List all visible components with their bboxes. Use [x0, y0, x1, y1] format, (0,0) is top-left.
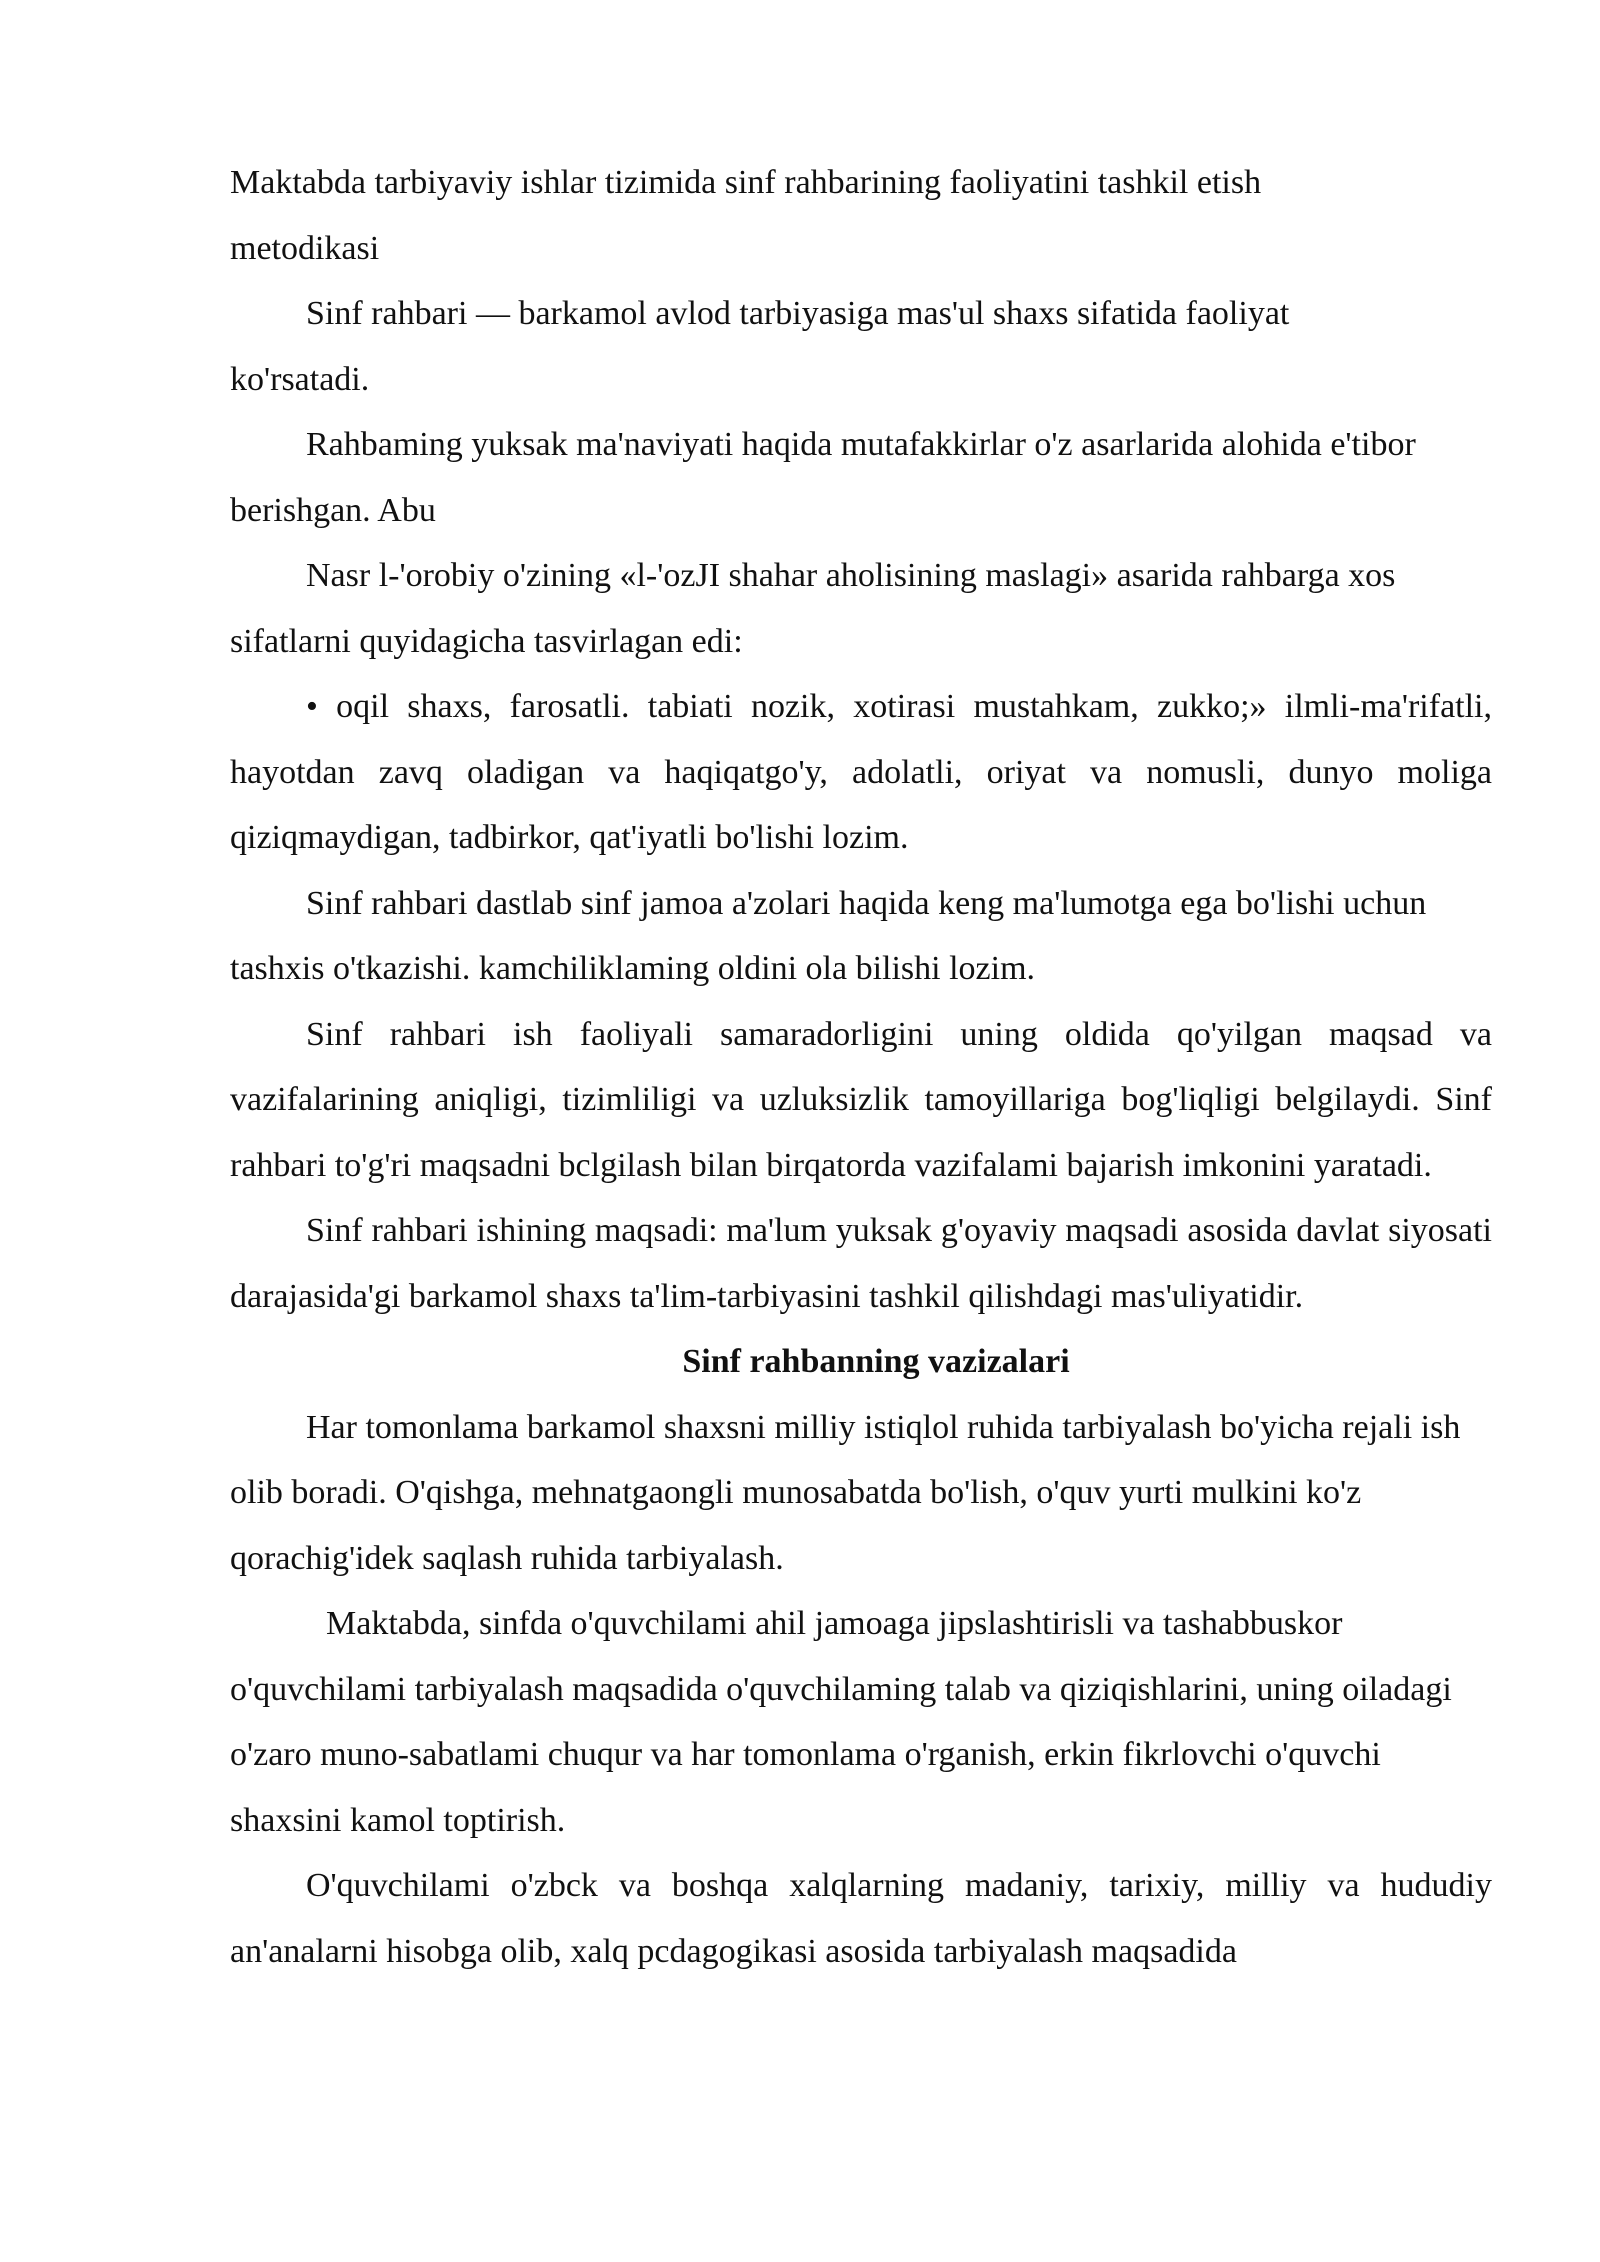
paragraph: Sinf rahbari ishining maqsadi: ma'lum yuksak g'oyaviy maqsadi asosida davlat siyosati darajasida'gi barkamol shaxs ta'lim-tarbiyasini tashkil qilishdagi mas'uliyatidir.	[230, 1212, 1492, 1315]
paragraph: Sinf rahbari — barkamol avlod tarbiyasiga mas'ul shaxs sifatida faoliyat ko'rsatadi.	[230, 295, 1290, 398]
bullet-text: oqil shaxs, farosatli. tabiati nozik, xotirasi mustahkam, zukko;» ilmli-ma'rifatli, hayotdan zavq oladigan va haqiqatgo'y, adolatli, oriyat va nomusli, dunyo moliga qiziqmaydigan, tadbirkor, qat'iyatli bo'lishi lozim.	[230, 688, 1492, 856]
paragraph: Rahbaming yuksak ma'naviyati haqida mutafakkirlar o'z asarlarida alohida e'tibor berishgan. Abu	[230, 426, 1416, 529]
paragraph: O'quvchilami o'zbck va boshqa xalqlarning madaniy, tarixiy, milliy va hududiy an'analarni hisobga olib, xalq pcdagogikasi asosida tarbiyalash maqsadida	[230, 1867, 1492, 1970]
paragraph: Sinf rahbari dastlab sinf jamoa a'zolari haqida keng ma'lumotga ega bo'lishi uchun tashxis o'tkazishi. kamchiliklaming oldini ola bilishi lozim.	[230, 884, 1427, 987]
section-heading: Sinf rahbanning vazizalari	[682, 1343, 1070, 1380]
paragraph: Maktabda, sinfda o'quvchilami ahil jamoaga jipslashtirisli va tashabbuskor o'quvchilami tarbiyalash maqsadida o'quvchilaming talab va qiziqishlarini, uning oiladagi o'zaro muno-sabatlami chuqur va har tomonlama o'rganish, erkin fikrlovchi o'quvchi shaxsini kamol toptirish.	[230, 1605, 1452, 1839]
document-body	[230, 150, 1492, 1984]
paragraph: Nasr l-'orobiy o'zining «l-'ozJI shahar aholisining maslagi» asarida rahbarga xos sifatlarni quyidagicha tasvirlagan edi:	[230, 557, 1396, 660]
document-title: Maktabda tarbiyaviy ishlar tizimida sinf rahbarining faoliyatini tashkil etish metodikasi	[230, 164, 1262, 267]
bullet-item	[230, 674, 1492, 871]
paragraph: Har tomonlama barkamol shaxsni milliy istiqlol ruhida tarbiyalash bo'yicha rejali ish olib boradi. O'qishga, mehnatgaongli munosabatda bo'lish, o'quv yurti mulkini ko'z qorachig'idek saqlash ruhida tarbiyalash.	[230, 1408, 1461, 1577]
paragraph: Sinf rahbari ish faoliyali samaradorligini uning oldida qo'yilgan maqsad va vazifalarining aniqligi, tizimliligi va uzluksizlik tamoyillariga bog'liqligi belgilaydi. Sinf rahbari to'g'ri maqsadni bclgilash bilan birqatorda vazifalami bajarish imkonini yaratadi.	[230, 1015, 1492, 1184]
bullet-marker: •	[306, 688, 318, 725]
